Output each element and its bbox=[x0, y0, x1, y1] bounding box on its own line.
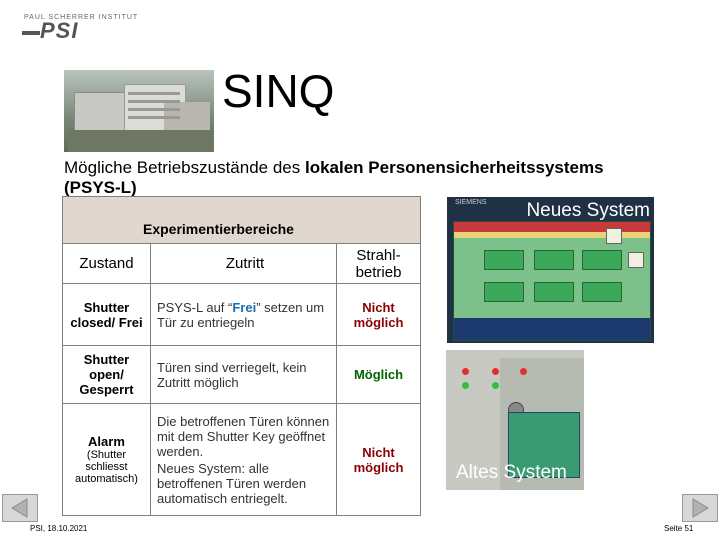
table-header: Experimentierbereiche bbox=[63, 197, 421, 244]
slide-subtitle: Mögliche Betriebszustände des lokalen Personensicherheitssystems (PSYS-L) bbox=[64, 158, 604, 197]
new-system-label: Neues System bbox=[526, 200, 650, 221]
footer-date: PSI, 18.10.2021 bbox=[30, 524, 88, 533]
page-number: Seite 51 bbox=[664, 524, 694, 533]
logo-top-text: PAUL SCHERRER INSTITUT bbox=[24, 14, 139, 21]
table-row bbox=[63, 346, 421, 404]
zustand-cell: Alarm (Shutter schliesst automatisch) bbox=[63, 404, 151, 516]
zutritt-cell: Türen sind verriegelt, kein Zutritt möglich bbox=[150, 346, 336, 404]
new-system-image: SIEMENS Neues System bbox=[447, 197, 654, 343]
strahlbetrieb-cell: Nicht möglich bbox=[337, 404, 421, 516]
strahlbetrieb-cell: Nicht möglich bbox=[337, 284, 421, 346]
table-row bbox=[63, 404, 421, 516]
operating-states-table bbox=[62, 196, 421, 516]
slide-title: SINQ bbox=[222, 65, 335, 117]
arrow-left-icon bbox=[3, 495, 37, 521]
strahlbetrieb-cell: Möglich bbox=[337, 346, 421, 404]
psi-logo bbox=[22, 18, 88, 44]
zustand-cell: Shutter closed/ Frei bbox=[63, 284, 151, 346]
zutritt-cell: PSYS-L auf “Frei” setzen um Tür zu entriegeln bbox=[150, 284, 336, 346]
previous-slide-button[interactable] bbox=[2, 494, 38, 522]
column-header-zustand: Zustand bbox=[63, 244, 151, 284]
psi-logo-mark: PSI bbox=[40, 18, 79, 43]
next-slide-button[interactable] bbox=[682, 494, 718, 522]
old-system-label: Altes System bbox=[456, 462, 567, 483]
sinq-building-photo bbox=[64, 70, 214, 152]
old-system-image bbox=[446, 350, 584, 490]
arrow-right-icon bbox=[683, 495, 717, 521]
zustand-note: (Shutter schliesst automatisch) bbox=[74, 449, 138, 485]
zustand-cell: Shutter open/ Gesperrt bbox=[63, 346, 151, 404]
column-header-strahlbetrieb: Strahl- betrieb bbox=[337, 244, 421, 284]
column-header-zutritt: Zutritt bbox=[150, 244, 336, 284]
zutritt-cell: Die betroffenen Türen können mit dem Shutter Key geöffnet werden. Neues System: alle betroffenen Türen werden automatisch entriegelt. bbox=[150, 404, 336, 516]
table-row bbox=[63, 284, 421, 346]
